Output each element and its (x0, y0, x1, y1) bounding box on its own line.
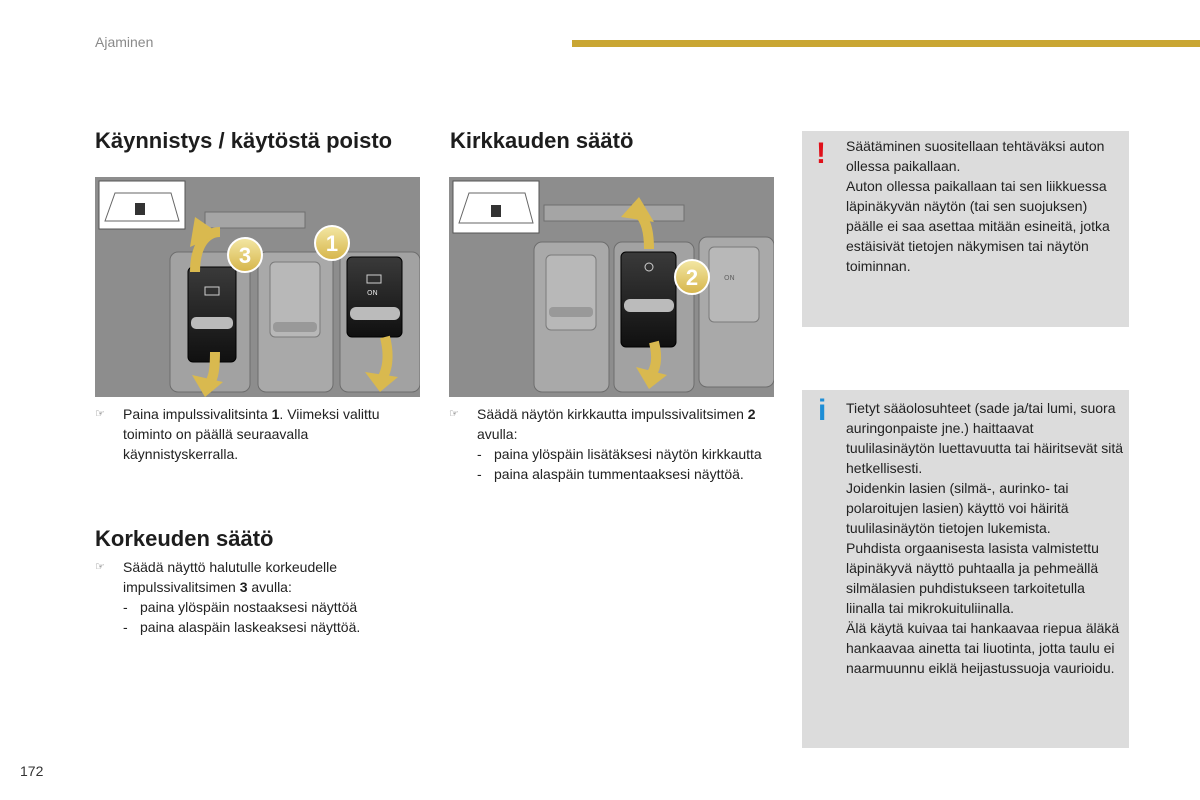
warning-note (802, 131, 1129, 327)
pointer-hand-icon: ☞ (95, 408, 105, 420)
warning-exclamation-icon: ! (816, 137, 826, 170)
switch-diagram (449, 177, 774, 397)
right-switch-on-label: ON (724, 274, 735, 282)
callout-2: 2 (685, 265, 699, 290)
chapter-accent-bar (572, 40, 1200, 47)
sub-list-item: - paina ylöspäin lisätäksesi näytön kirkkautta (477, 446, 762, 462)
page-number: 172 (20, 763, 44, 779)
switch-illustration-right (449, 177, 774, 397)
warning-note-text: Säätäminen suositellaan tehtäväksi auton ollessa paikallaan. Auton ollessa paikallaan tai sen liikkuessa läpinäkyvän näytön (tai sen suojuksen) päälle ei saa asettaa mitään esineitä, jotka estäisivät tietojen näkymisen tai näytön toiminnan. (846, 138, 1110, 274)
switch-illustration-left (95, 177, 420, 397)
brightness-text (449, 404, 779, 484)
list-item: ☞ Paina impulssivalitsinta 1. Viimeksi valittu toiminto on päällä seuraavalla käynnistyskerralla. (95, 406, 380, 462)
height-text (95, 557, 415, 637)
startup-text (95, 404, 415, 464)
section-title-brightness: Kirkkauden säätö (450, 128, 634, 153)
switch-diagram (95, 177, 420, 397)
info-icon: i (818, 394, 827, 427)
chapter-label: Ajaminen (95, 34, 154, 50)
sub-list-item: - paina ylöspäin nostaaksesi näyttöä (123, 599, 358, 615)
sub-list-item: - paina alaspäin tummentaaksesi näyttöä. (477, 466, 744, 482)
left-switch-on-label: ON (367, 289, 378, 297)
info-note (802, 390, 1129, 748)
callout-3: 3 (238, 243, 252, 268)
section-title-startup: Käynnistys / käytöstä poisto (95, 128, 393, 153)
list-item: ☞ Säädä näytön kirkkautta impulssivalitsimen 2 avulla: (449, 406, 756, 442)
pointer-hand-icon: ☞ (449, 408, 459, 420)
list-item: ☞ Säädä näyttö halutulle korkeudelle impulssivalitsimen 3 avulla: (95, 559, 338, 595)
sub-list-item: - paina alaspäin laskeaksesi näyttöä. (123, 619, 361, 635)
pointer-hand-icon: ☞ (95, 561, 105, 573)
section-title-height: Korkeuden säätö (95, 526, 274, 551)
callout-1: 1 (325, 231, 339, 256)
info-note-text: Tietyt sääolosuhteet (sade ja/tai lumi, suora auringonpaiste jne.) haittaavat tuulilasinäytön luettavuutta tai häiritsevät sitä hetkellisesti. Joidenkin lasien (silmä-, aurinko- tai polaroitujen lasien) käyttö voi häiritä tuulilasinäytön tietojen lukemista. Puhdista orgaanisesta lasista valmistettu läpinäkyvä näyttö puhtaalla ja pehmeällä silmälasien puhdistukseen tarkoitetulla liinalla tai mikrokuituliinalla. Älä käytä kuivaa tai hankaavaa riepua äläkä hankaavaa ainetta tai liuotinta, jotta taulu ei naarmuunnu eiklä heijastussuoja vaurioidu. (846, 400, 1124, 676)
